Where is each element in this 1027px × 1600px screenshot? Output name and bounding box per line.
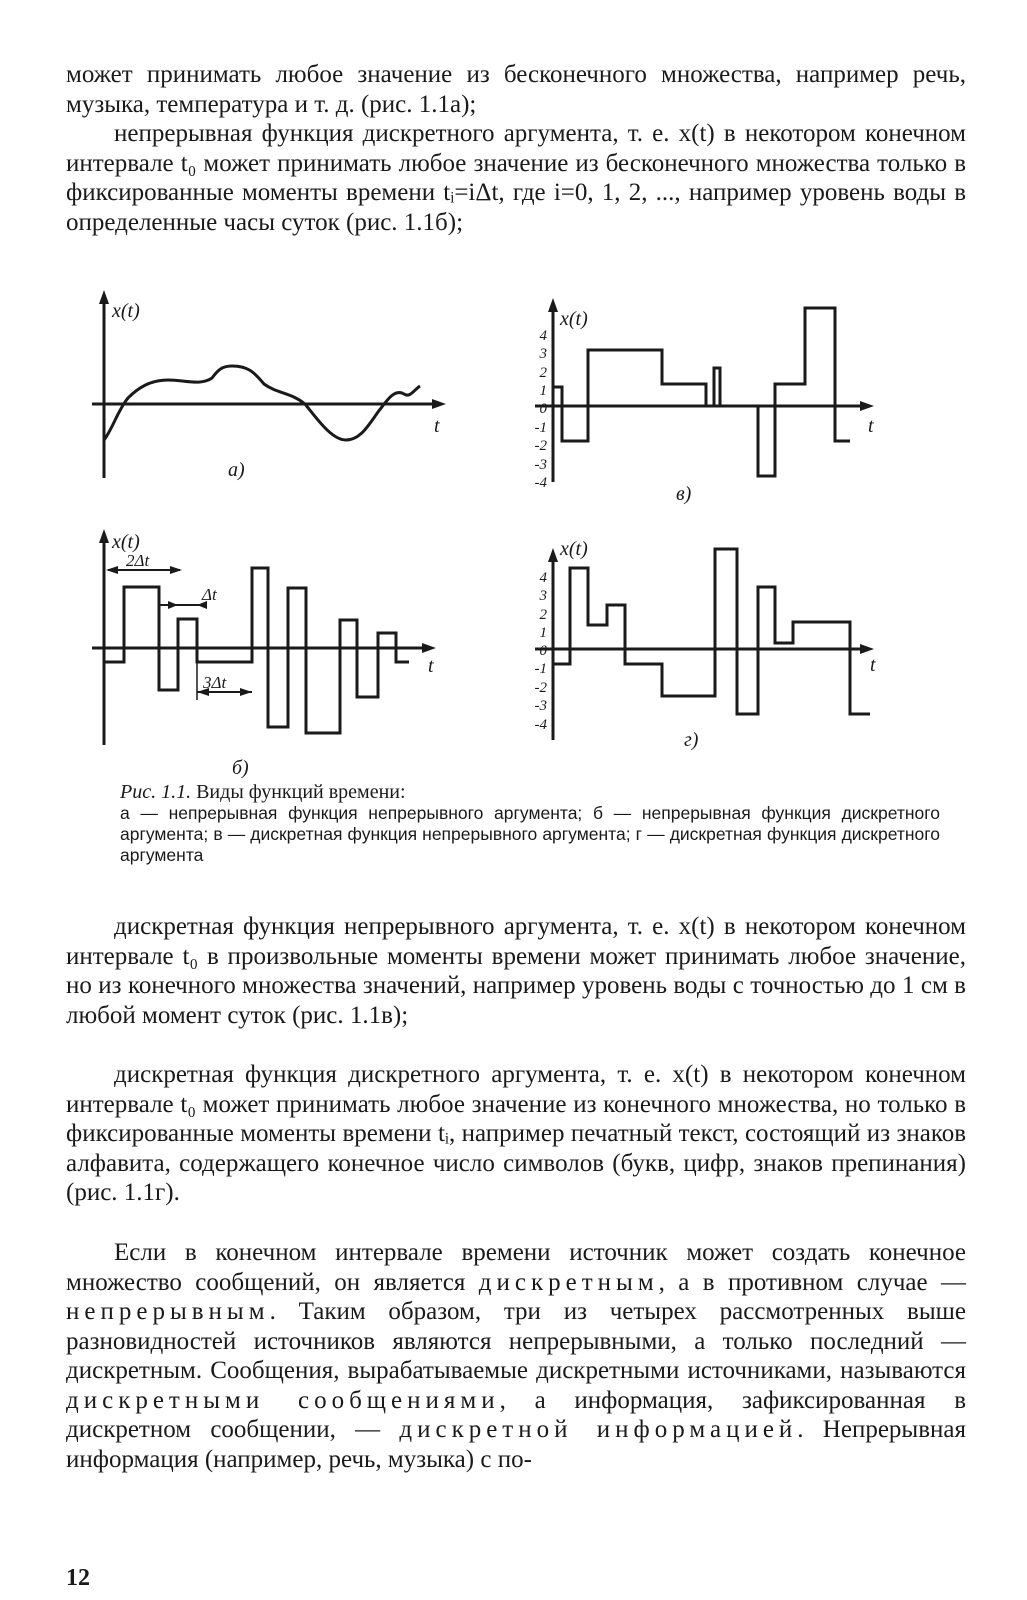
panel-a-graph xyxy=(92,290,446,478)
tick-v-m4: -4 xyxy=(534,475,547,491)
tick-v-1: 1 xyxy=(539,383,547,399)
tick-g-2: 2 xyxy=(539,607,547,623)
figure-caption xyxy=(120,782,940,866)
panel-v-signal xyxy=(553,308,850,476)
dim-label-2dt: 2Δt xyxy=(126,551,150,570)
panel-g-graph xyxy=(535,548,874,740)
panel-a-caption-letter: а) xyxy=(228,459,245,481)
tick-v-3: 3 xyxy=(539,346,547,362)
tick-v-2: 2 xyxy=(539,365,547,381)
caption-title: Рис. 1.1. xyxy=(120,781,192,803)
p5-part-g: , а информация, зафиксированная в дискретном сообщении, — xyxy=(66,1386,966,1443)
p5-term-discrete: дискретным xyxy=(478,1268,659,1296)
panel-b-caption-letter: б) xyxy=(232,757,249,779)
dim-label-dt: Δt xyxy=(202,585,217,604)
tick-g-m1: -1 xyxy=(534,661,547,677)
paragraph-4 xyxy=(66,1060,966,1208)
p5-part-c: , а в противном случае — xyxy=(658,1268,966,1296)
dim-label-3dt: 3Δt xyxy=(203,673,227,692)
tick-g-0: 0 xyxy=(539,643,547,659)
panel-b-signal xyxy=(104,568,409,733)
tick-v-m2: -2 xyxy=(534,438,547,454)
panel-b-t-label: t xyxy=(428,655,434,677)
tick-g-4: 4 xyxy=(539,570,547,586)
panel-g-t-label: t xyxy=(870,654,876,676)
panel-v-t-label: t xyxy=(868,415,874,437)
p5-part-a: Если в конечном интервале времени источник может создать конечное множество сообщений, он является xyxy=(66,1239,966,1296)
panel-v-caption-letter: в) xyxy=(676,483,692,505)
p5-part-i: . Непрерывная информация (например, речь, музыка) с по- xyxy=(66,1416,966,1473)
p5-part-e: . Таким образом, три из четырех рассмотренных выше разновидностей источников являются непрерывными, а только последний — дискретным. Сообщения, вырабатываемые дискретными источниками, называются xyxy=(66,1298,966,1384)
tick-v-0: 0 xyxy=(539,401,547,417)
panel-v-y-label: x(t) xyxy=(560,308,588,330)
tick-g-1: 1 xyxy=(539,625,547,641)
tick-g-m4: -4 xyxy=(534,717,547,733)
caption-title-rest: Виды функций времени: xyxy=(191,781,406,803)
tick-g-m3: -3 xyxy=(534,698,547,714)
tick-g-3: 3 xyxy=(539,588,547,604)
tick-v-m1: -1 xyxy=(534,420,547,436)
paragraph-3-text: дискретная функция непрерывного аргумента, т. е. x(t) в некотором конечном интервале t₀ в произвольные моменты времени может принимать любое значение, но из конечного множества значений, например уровень воды с точностью до 1 см в любой момент суток (рис. 1.1в); xyxy=(66,913,966,1029)
paragraph-4-text: дискретная функция дискретного аргумента, т. е. x(t) в некотором конечном интервале t₀ может принимать любое значение из конечного множества, но только в фиксированные моменты времени tᵢ, например печатный текст, состоящий из знаков алфавита, содержащего конечное число символов (букв, цифр, знаков препинания) (рис. 1.1г). xyxy=(66,1061,966,1206)
panel-g-y-label: x(t) xyxy=(560,538,588,560)
tick-v-4: 4 xyxy=(539,328,547,344)
paragraph-2-text: непрерывная функция дискретного аргумента, т. е. x(t) в некотором конечном интервале t₀ может принимать любое значение из бесконечного множества только в фиксированные моменты времени tᵢ=iΔt, где i=0, 1, 2, ..., например уровень воды в определенные часы суток (рис. 1.1б); xyxy=(66,120,966,236)
panel-a-t-label: t xyxy=(434,415,440,437)
caption-body: а — непрерывная функция непрерывного аргумента; б — непрерывная функция дискретного аргумента; в — дискретная функция непрерывного аргумента; г — дискретная функция дискретного аргумента xyxy=(120,803,940,865)
p5-term-continuous: непрерывным xyxy=(66,1298,270,1325)
p5-term-discrete-messages: дискретными сообщениями xyxy=(66,1386,500,1414)
panel-a-y-label: x(t) xyxy=(112,300,140,322)
panel-g-caption-letter: г) xyxy=(684,729,699,751)
p5-term-discrete-info: дискретной информацией xyxy=(399,1416,798,1443)
tick-v-m3: -3 xyxy=(534,457,547,473)
paragraph-3 xyxy=(66,912,966,1030)
panel-b-y-label: x(t) xyxy=(112,531,140,553)
panel-g-signal xyxy=(553,549,870,714)
page-number: 12 xyxy=(66,1565,90,1591)
paragraph-1: может принимать любое значение из бесконечного множества, например речь, музыка, температура и т. д. (рис. 1.1а); xyxy=(66,61,966,118)
figure-1-1 xyxy=(0,0,1027,790)
paragraph-5 xyxy=(66,1238,966,1474)
tick-g-m2: -2 xyxy=(534,680,547,696)
